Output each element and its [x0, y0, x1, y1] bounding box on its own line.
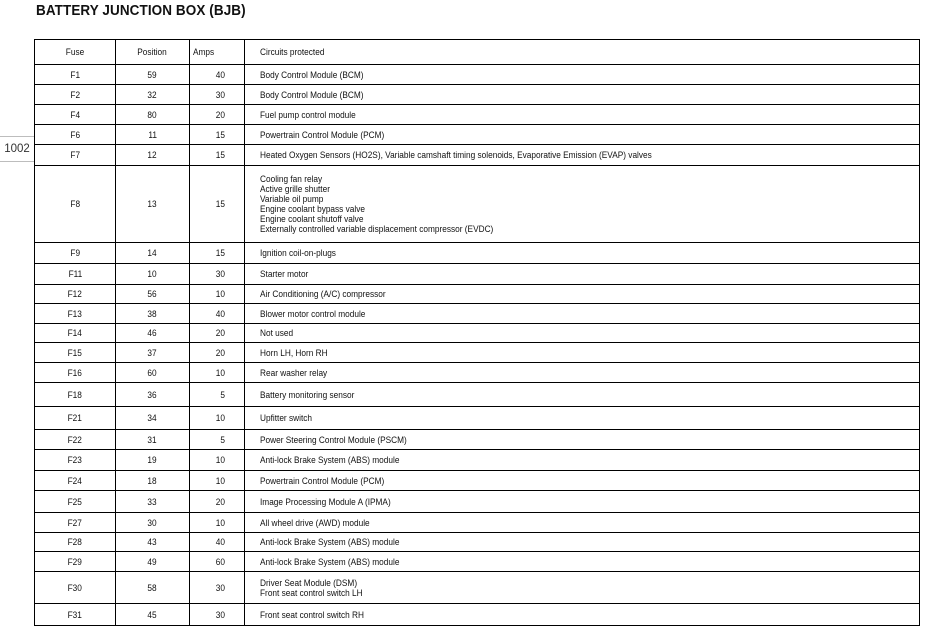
circuits-cell	[245, 243, 920, 264]
circuit-line: Body Control Module (BCM)	[260, 89, 364, 100]
table-row	[35, 450, 920, 471]
circuit-line: Cooling fan relay	[260, 174, 323, 184]
fuse-cell: F23	[35, 450, 116, 471]
table-row	[35, 363, 920, 383]
circuit-line: Ignition coil-on-plugs	[260, 248, 336, 258]
circuits-cell	[245, 264, 920, 285]
amps-cell: 10	[190, 363, 245, 383]
position-cell: 13	[116, 166, 190, 243]
circuits-cell	[245, 552, 920, 572]
position-cell: 36	[116, 383, 190, 407]
circuits-cell	[245, 65, 920, 85]
table-row	[35, 105, 920, 125]
position-cell: 33	[116, 491, 190, 513]
amps-cell: 40	[190, 304, 245, 324]
circuits-cell	[245, 125, 920, 145]
page-title: BATTERY JUNCTION BOX (BJB)	[36, 3, 246, 19]
fuse-cell: F13	[35, 304, 116, 324]
circuits-cell	[245, 491, 920, 513]
fuse-cell: F15	[35, 343, 116, 363]
fuse-cell: F25	[35, 491, 116, 513]
amps-cell: 15	[190, 243, 245, 264]
table-row	[35, 285, 920, 304]
fuse-cell: F28	[35, 533, 116, 552]
fuse-cell: F6	[35, 125, 116, 145]
circuit-line: Upfitter switch	[260, 413, 312, 423]
table-header-row	[35, 40, 920, 65]
fuse-cell: F16	[35, 363, 116, 383]
fuse-cell: F12	[35, 285, 116, 304]
fuse-cell: F11	[35, 264, 116, 285]
circuit-line: Body Control Module (BCM)	[260, 69, 364, 80]
position-cell: 30	[116, 513, 190, 533]
header-circuits: Circuits protected	[245, 40, 920, 65]
table-row	[35, 304, 920, 324]
table-row	[35, 65, 920, 85]
circuit-line: Horn LH, Horn RH	[260, 347, 328, 358]
circuit-line: Heated Oxygen Sensors (HO2S), Variable camshaft timing solenoids, Evaporative Emission (EVAP) valves	[260, 150, 652, 160]
circuits-cell	[245, 85, 920, 105]
position-cell: 34	[116, 407, 190, 430]
fuse-cell: F7	[35, 145, 116, 166]
position-cell: 18	[116, 471, 190, 491]
amps-cell: 40	[190, 65, 245, 85]
table-row	[35, 85, 920, 105]
amps-cell: 10	[190, 407, 245, 430]
circuit-line: Image Processing Module A (IPMA)	[260, 496, 391, 507]
amps-cell: 5	[190, 430, 245, 450]
circuits-cell	[245, 430, 920, 450]
table-row	[35, 513, 920, 533]
amps-cell: 15	[190, 166, 245, 243]
position-cell: 60	[116, 363, 190, 383]
circuits-cell	[245, 285, 920, 304]
position-cell: 14	[116, 243, 190, 264]
table-row	[35, 533, 920, 552]
circuit-line: Powertrain Control Module (PCM)	[260, 475, 385, 486]
amps-cell: 15	[190, 145, 245, 166]
position-cell: 12	[116, 145, 190, 166]
position-cell: 10	[116, 264, 190, 285]
circuits-cell	[245, 105, 920, 125]
fuse-cell: F9	[35, 243, 116, 264]
amps-cell: 10	[190, 471, 245, 491]
position-cell: 46	[116, 324, 190, 343]
amps-cell: 10	[190, 450, 245, 471]
circuit-line: Air Conditioning (A/C) compressor	[260, 289, 386, 299]
amps-cell: 40	[190, 533, 245, 552]
amps-cell: 5	[190, 383, 245, 407]
table-row	[35, 430, 920, 450]
circuits-cell	[245, 304, 920, 324]
circuit-line: Battery monitoring sensor	[260, 389, 355, 400]
amps-cell: 30	[190, 572, 245, 604]
circuit-line: Engine coolant shutoff valve	[260, 214, 364, 224]
circuits-cell	[245, 166, 920, 243]
circuits-cell	[245, 343, 920, 363]
circuit-line: Rear washer relay	[260, 367, 328, 378]
table-row	[35, 243, 920, 264]
position-cell: 58	[116, 572, 190, 604]
fuse-cell: F27	[35, 513, 116, 533]
amps-cell: 15	[190, 125, 245, 145]
amps-cell: 10	[190, 513, 245, 533]
amps-cell: 20	[190, 105, 245, 125]
amps-cell: 30	[190, 604, 245, 626]
fuse-cell: F30	[35, 572, 116, 604]
table-row	[35, 407, 920, 430]
circuit-line: Driver Seat Module (DSM)	[260, 577, 358, 588]
circuit-line: Active grille shutter	[260, 184, 330, 194]
position-cell: 32	[116, 85, 190, 105]
table-row	[35, 552, 920, 572]
circuit-line: Externally controlled variable displacement compressor (EVDC)	[260, 224, 494, 234]
position-cell: 80	[116, 105, 190, 125]
circuits-cell	[245, 407, 920, 430]
circuits-cell	[245, 533, 920, 552]
fuse-cell: F4	[35, 105, 116, 125]
fuse-cell: F2	[35, 85, 116, 105]
fuse-cell: F21	[35, 407, 116, 430]
table-row	[35, 145, 920, 166]
circuits-cell	[245, 572, 920, 604]
circuits-cell	[245, 450, 920, 471]
page-number-tag: 1002	[0, 136, 35, 162]
fuse-cell: F22	[35, 430, 116, 450]
amps-cell: 10	[190, 285, 245, 304]
fuse-cell: F31	[35, 604, 116, 626]
position-cell: 43	[116, 533, 190, 552]
circuits-cell	[245, 471, 920, 491]
circuits-cell	[245, 513, 920, 533]
circuits-cell	[245, 363, 920, 383]
fuse-cell: F8	[35, 166, 116, 243]
amps-cell: 30	[190, 85, 245, 105]
amps-cell: 30	[190, 264, 245, 285]
circuit-line: Powertrain Control Module (PCM)	[260, 129, 385, 140]
fuse-cell: F14	[35, 324, 116, 343]
table-row	[35, 324, 920, 343]
fuse-cell: F24	[35, 471, 116, 491]
fuse-cell: F18	[35, 383, 116, 407]
position-cell: 59	[116, 65, 190, 85]
circuits-cell	[245, 324, 920, 343]
table-row	[35, 264, 920, 285]
position-cell: 38	[116, 304, 190, 324]
amps-cell: 20	[190, 324, 245, 343]
circuit-line: Anti-lock Brake System (ABS) module	[260, 537, 400, 547]
amps-cell: 20	[190, 343, 245, 363]
fuse-table	[34, 39, 920, 626]
circuit-line: All wheel drive (AWD) module	[260, 517, 370, 528]
circuit-line: Power Steering Control Module (PSCM)	[260, 434, 407, 445]
position-cell: 31	[116, 430, 190, 450]
position-cell: 49	[116, 552, 190, 572]
amps-cell: 20	[190, 491, 245, 513]
table-row	[35, 343, 920, 363]
fuse-cell: F29	[35, 552, 116, 572]
circuit-line: Not used	[260, 328, 294, 338]
table-row	[35, 471, 920, 491]
position-cell: 56	[116, 285, 190, 304]
table-row	[35, 491, 920, 513]
position-cell: 37	[116, 343, 190, 363]
circuit-line: Front seat control switch LH	[260, 587, 363, 598]
circuit-line: Variable oil pump	[260, 194, 324, 204]
position-cell: 11	[116, 125, 190, 145]
circuit-line: Blower motor control module	[260, 308, 366, 319]
circuit-line: Front seat control switch RH	[260, 609, 365, 620]
circuit-line: Anti-lock Brake System (ABS) module	[260, 455, 400, 465]
header-fuse: Fuse	[35, 40, 116, 65]
circuit-line: Starter motor	[260, 269, 309, 279]
table-row	[35, 383, 920, 407]
table-row	[35, 572, 920, 604]
fuse-cell: F1	[35, 65, 116, 85]
table-row	[35, 166, 920, 243]
circuits-cell	[245, 145, 920, 166]
header-position: Position	[116, 40, 190, 65]
table-row	[35, 125, 920, 145]
amps-cell: 60	[190, 552, 245, 572]
circuits-cell	[245, 604, 920, 626]
circuit-line: Anti-lock Brake System (ABS) module	[260, 556, 400, 567]
circuit-line: Engine coolant bypass valve	[260, 204, 365, 214]
circuits-cell	[245, 383, 920, 407]
header-amps: Amps	[190, 40, 245, 65]
position-cell: 19	[116, 450, 190, 471]
position-cell: 45	[116, 604, 190, 626]
table-row	[35, 604, 920, 626]
circuit-line: Fuel pump control module	[260, 109, 356, 120]
